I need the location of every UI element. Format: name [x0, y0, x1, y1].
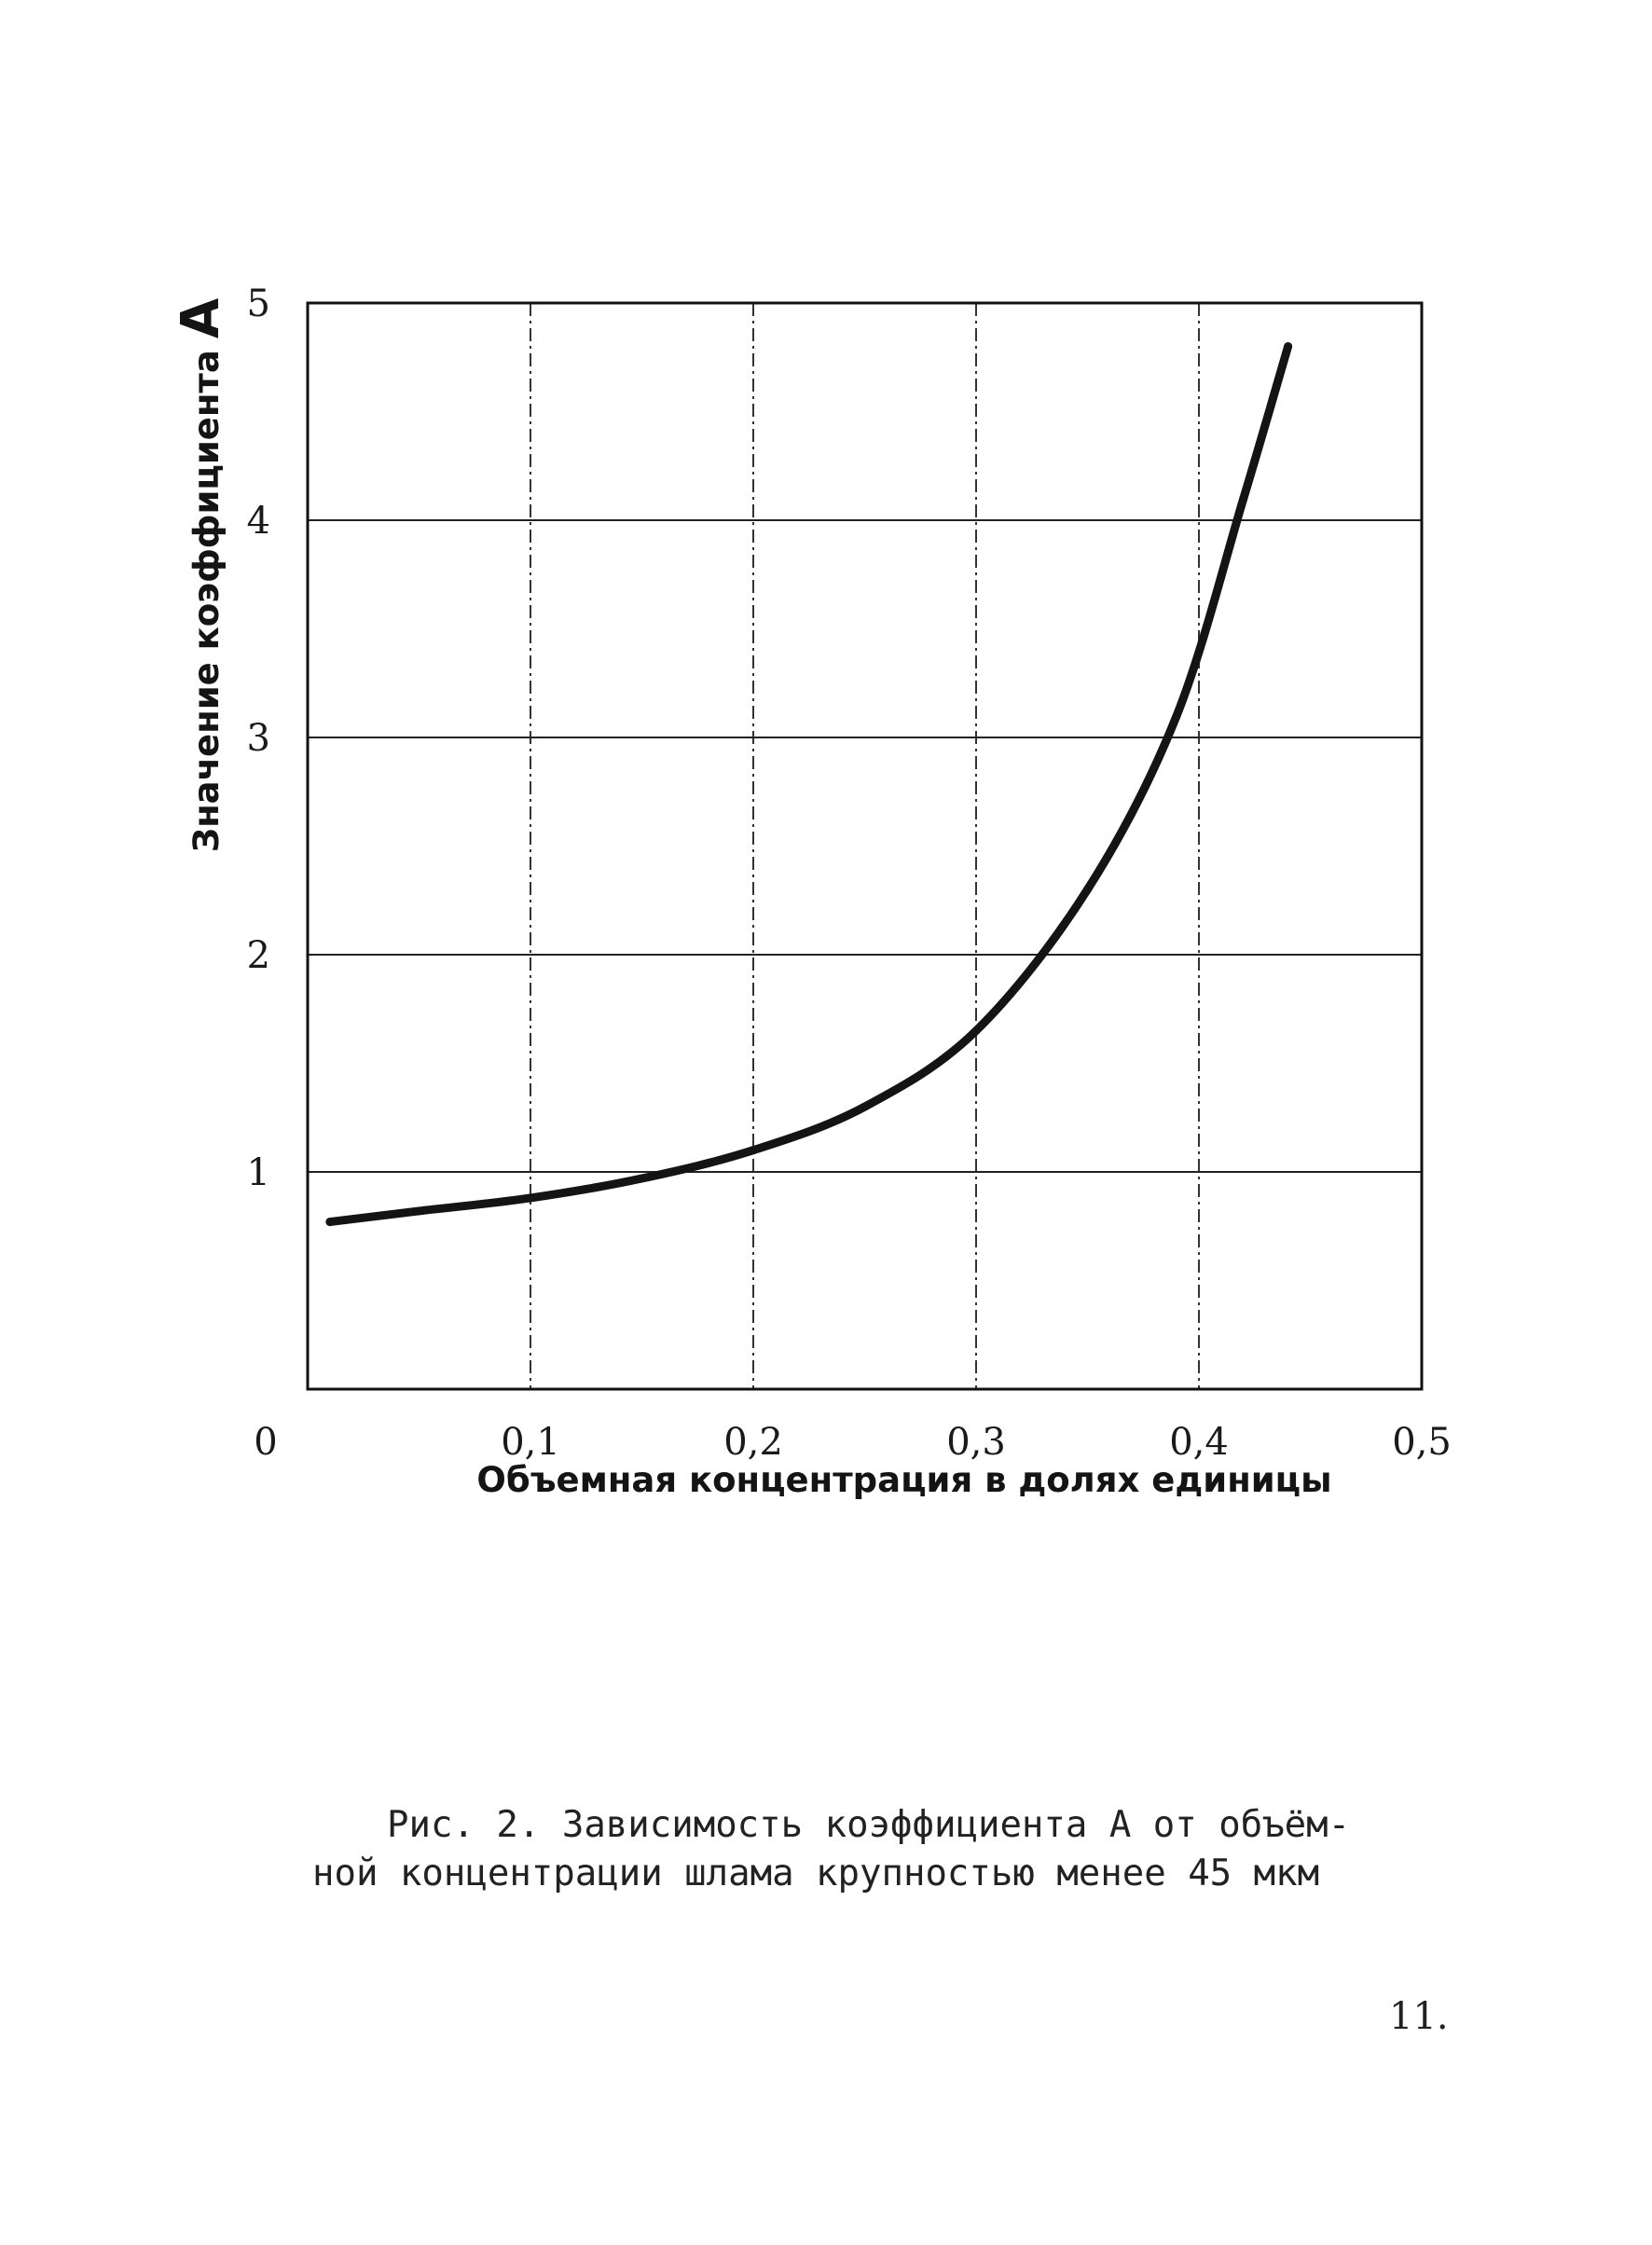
x-tick-label: 0,2: [723, 1421, 783, 1464]
y-tick-label: 3: [246, 717, 270, 760]
series-line: [330, 347, 1288, 1222]
data-point: [750, 1146, 758, 1154]
data-point: [860, 1103, 869, 1111]
y-axis-title: [171, 297, 231, 852]
y-tick-label: 4: [246, 500, 270, 543]
y-axis-symbol: A: [171, 297, 231, 339]
y-tick-label: 1: [246, 1151, 270, 1194]
data-point: [638, 1174, 646, 1182]
x-tick-label: 0,3: [946, 1421, 1006, 1464]
caption-line-1: Рис. 2. Зависимость коэффициента A от объём-: [387, 1804, 1351, 1846]
data-point: [1239, 494, 1247, 503]
data-point: [1173, 711, 1181, 720]
data-point: [1083, 886, 1092, 894]
data-point: [972, 1026, 981, 1035]
y-tick-label: 5: [246, 282, 270, 325]
x-tick-label: 0,1: [501, 1421, 560, 1464]
x-tick-label: 0: [254, 1421, 278, 1464]
y-axis-title-text: Значение коэффициента: [186, 350, 227, 853]
y-tick-labels: [247, 282, 270, 1194]
data-point: [415, 1206, 423, 1215]
figure-caption: [312, 1801, 1524, 1898]
x-tick-labels: [254, 1421, 1452, 1464]
caption-line-2: ной концентрации шлама крупностью менее 45 мкм: [312, 1852, 1320, 1894]
y-tick-label: 2: [246, 934, 270, 977]
data-point: [325, 1218, 334, 1226]
page-number: 11.: [1389, 1995, 1449, 2038]
y-axis-title-group: [171, 297, 231, 852]
data-point: [1284, 342, 1292, 351]
x-axis-title: Объемная концентрация в долях единицы: [476, 1460, 1332, 1500]
data-point: [527, 1193, 535, 1202]
x-tick-label: 0,5: [1392, 1421, 1452, 1464]
x-tick-label: 0,4: [1169, 1421, 1229, 1464]
